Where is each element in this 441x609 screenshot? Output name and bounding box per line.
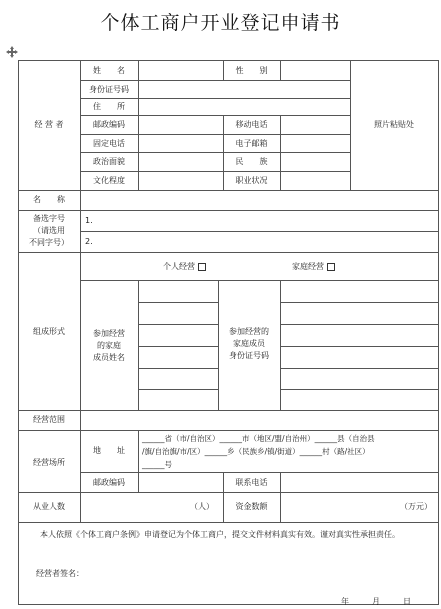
address-line-1: ______省（市/自治区）______市（地区/盟/自治州）______县（自治县 xyxy=(142,434,375,443)
residence-field[interactable] xyxy=(139,99,349,115)
capital-field[interactable] xyxy=(281,493,397,522)
employees-field[interactable] xyxy=(81,493,187,522)
members-id-label-2: 家庭成员 xyxy=(233,339,265,348)
political-status-label: 政治面貌 xyxy=(93,157,125,166)
gender-field[interactable] xyxy=(281,61,349,80)
family-checkbox[interactable] xyxy=(327,263,335,271)
alt-names-label-1: 备选字号 xyxy=(33,214,65,223)
alt-names-label-3: 不同字号） xyxy=(29,238,69,247)
date-month: 月 xyxy=(372,597,380,606)
name-label: 姓 名 xyxy=(93,66,125,75)
scope-label: 经营范围 xyxy=(33,415,65,424)
family-option[interactable] xyxy=(292,261,335,272)
signature-label: 经营者签名： xyxy=(36,569,84,578)
members-name-label-2: 的家庭 xyxy=(97,341,121,350)
premises-phone-label: 联系电话 xyxy=(235,478,268,487)
members-id-label-1: 参加经营的 xyxy=(229,327,269,336)
address-label: 地 址 xyxy=(93,446,125,455)
members-id-field[interactable] xyxy=(281,281,437,410)
application-form-table xyxy=(18,60,439,605)
id-number-field[interactable] xyxy=(139,81,349,98)
landline-label: 固定电话 xyxy=(93,139,125,148)
photo-placeholder: 照片粘贴处 xyxy=(374,120,414,129)
business-name-field[interactable] xyxy=(81,191,437,210)
address-line-2: /旗/自治旗/市/区）______乡（民族乡/镇/街道）______村（路/社区） xyxy=(142,447,370,456)
declaration-text: 本人依照《个体工商户条例》申请登记为个体工商户，提交文件材料真实有效。谨对真实性承担责任。 xyxy=(40,530,400,539)
residence-label: 住 所 xyxy=(93,102,125,111)
id-number-label: 身份证号码 xyxy=(89,85,129,94)
mobile-phone-label: 移动电话 xyxy=(235,120,268,129)
photo-paste-area[interactable] xyxy=(351,61,437,190)
alt-names-label-2: （请选用 xyxy=(33,226,65,235)
alt-name-field-2[interactable] xyxy=(98,232,437,252)
move-handle-icon[interactable] xyxy=(6,46,18,58)
postal-code-label: 邮政编码 xyxy=(93,120,125,129)
premises-label: 经营场所 xyxy=(33,458,65,467)
alt-name-item-2: 2. xyxy=(85,237,93,246)
members-name-field[interactable] xyxy=(139,281,217,410)
occupation-label: 职业状况 xyxy=(235,176,268,185)
members-name-label-1: 参加经营 xyxy=(93,329,125,338)
employees-unit: （人） xyxy=(190,502,214,511)
name-field[interactable] xyxy=(139,61,222,80)
education-label: 文化程度 xyxy=(93,176,125,185)
capital-label: 资金数额 xyxy=(235,502,268,511)
business-name-label: 名 称 xyxy=(33,195,65,204)
operator-section-label: 经 营 者 xyxy=(34,120,64,129)
date-year: 年 xyxy=(341,597,349,606)
family-option-label: 家庭经营 xyxy=(292,262,324,271)
alt-name-field-1[interactable] xyxy=(98,211,437,231)
signature-field[interactable] xyxy=(92,564,222,580)
premises-postal-label: 邮政编码 xyxy=(93,478,125,487)
date-day: 日 xyxy=(403,597,411,606)
members-name-label-3: 成员姓名 xyxy=(93,353,125,362)
email-label: 电子邮箱 xyxy=(235,139,268,148)
alt-name-item-1: 1. xyxy=(85,216,93,225)
premises-phone-field[interactable] xyxy=(281,473,437,492)
gender-label: 性 别 xyxy=(235,66,268,75)
individual-option-label: 个人经营 xyxy=(163,262,195,271)
individual-option[interactable] xyxy=(163,261,206,272)
form-title: 个体工商户开业登记申请书 xyxy=(100,12,341,34)
composition-label: 组成形式 xyxy=(33,327,65,336)
capital-unit: （万元） xyxy=(400,502,432,511)
premises-postal-field[interactable] xyxy=(139,473,222,492)
employees-label: 从业人数 xyxy=(33,502,65,511)
ethnicity-label: 民 族 xyxy=(235,157,268,166)
individual-checkbox[interactable] xyxy=(198,263,206,271)
address-line-3: ______号 xyxy=(142,460,172,469)
members-id-label-3: 身份证号码 xyxy=(229,351,269,360)
scope-field[interactable] xyxy=(81,411,437,430)
